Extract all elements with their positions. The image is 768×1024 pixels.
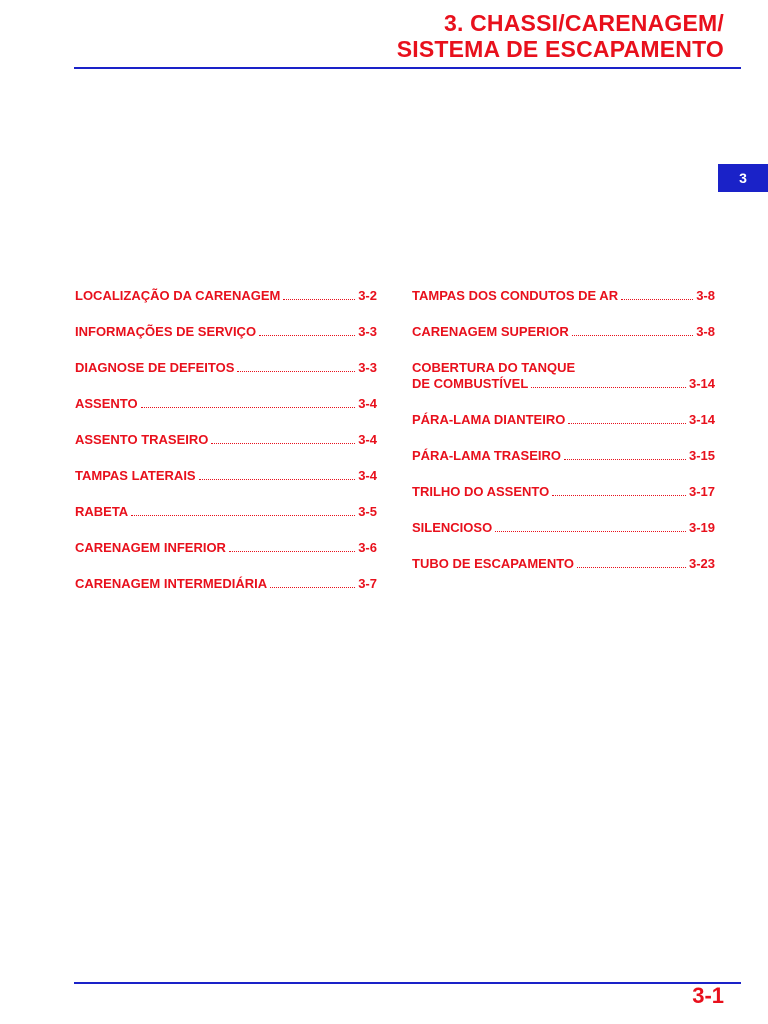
toc-leader bbox=[577, 556, 686, 568]
toc-leader bbox=[259, 324, 355, 336]
toc-label: ASSENTO bbox=[75, 396, 138, 411]
toc-page: 3-3 bbox=[358, 324, 377, 339]
toc-leader bbox=[131, 504, 355, 516]
toc-leader bbox=[229, 540, 355, 552]
toc-item[interactable] bbox=[75, 504, 377, 520]
toc-leader bbox=[237, 360, 355, 372]
toc-label: PÁRA-LAMA DIANTEIRO bbox=[412, 412, 566, 427]
toc-label: CARENAGEM SUPERIOR bbox=[412, 324, 569, 339]
toc-page: 3-6 bbox=[358, 540, 377, 555]
toc-label: SILENCIOSO bbox=[412, 520, 493, 535]
toc-label: TUBO DE ESCAPAMENTO bbox=[412, 556, 575, 571]
toc-leader bbox=[572, 324, 693, 336]
toc-right-column bbox=[412, 288, 715, 592]
toc-item[interactable] bbox=[75, 396, 377, 412]
toc-label: CARENAGEM INFERIOR bbox=[75, 540, 226, 555]
toc-page: 3-23 bbox=[688, 556, 715, 571]
toc-page: 3-5 bbox=[358, 504, 377, 519]
toc-left-column bbox=[75, 288, 377, 612]
toc-page: 3-14 bbox=[688, 376, 715, 391]
toc-label: INFORMAÇÕES DE SERVIÇO bbox=[75, 324, 257, 339]
toc-label: TRILHO DO ASSENTO bbox=[412, 484, 550, 499]
toc-label: ASSENTO TRASEIRO bbox=[75, 432, 209, 447]
toc-page: 3-8 bbox=[696, 288, 715, 303]
toc-leader bbox=[568, 412, 686, 424]
toc-item[interactable] bbox=[412, 360, 715, 392]
toc-item[interactable] bbox=[75, 432, 377, 448]
toc-page: 3-8 bbox=[696, 324, 715, 339]
toc-item[interactable] bbox=[412, 520, 715, 536]
toc-label: TAMPAS DOS CONDUTOS DE AR bbox=[412, 288, 619, 303]
toc-page: 3-4 bbox=[358, 468, 377, 483]
toc-label: TAMPAS LATERAIS bbox=[75, 468, 196, 483]
toc-item[interactable] bbox=[412, 324, 715, 340]
toc-page: 3-14 bbox=[688, 412, 715, 427]
toc-label: RABETA bbox=[75, 504, 129, 519]
toc-leader bbox=[199, 468, 356, 480]
toc-item[interactable] bbox=[75, 468, 377, 484]
toc-leader bbox=[141, 396, 356, 408]
toc-page: 3-3 bbox=[358, 360, 377, 375]
header-rule bbox=[74, 67, 741, 69]
toc-item[interactable] bbox=[412, 556, 715, 572]
chapter-tab[interactable]: 3 bbox=[718, 164, 768, 192]
page-title bbox=[397, 10, 724, 62]
toc-item[interactable] bbox=[75, 576, 377, 592]
toc-item[interactable] bbox=[412, 448, 715, 464]
toc-label: DE COMBUSTÍVEL bbox=[412, 376, 529, 391]
toc-item[interactable] bbox=[412, 412, 715, 428]
page-title-line-1: 3. CHASSI/CARENAGEM/ bbox=[443, 10, 724, 36]
footer-rule bbox=[74, 982, 741, 984]
toc-page: 3-7 bbox=[358, 576, 377, 591]
toc-label: DIAGNOSE DE DEFEITOS bbox=[75, 360, 235, 375]
page-title-line-2: SISTEMA DE ESCAPAMENTO bbox=[396, 36, 724, 62]
toc-page: 3-4 bbox=[358, 396, 377, 411]
page-number: 3-1 bbox=[692, 983, 724, 1008]
toc-page: 3-4 bbox=[358, 432, 377, 447]
toc-leader bbox=[621, 288, 693, 300]
toc-item[interactable] bbox=[412, 484, 715, 500]
toc-item[interactable] bbox=[75, 324, 377, 340]
toc-page: 3-15 bbox=[688, 448, 715, 463]
toc-label-line-1: COBERTURA DO TANQUE bbox=[412, 360, 576, 375]
toc-item[interactable] bbox=[75, 360, 377, 376]
toc-page: 3-19 bbox=[688, 520, 715, 535]
toc-item[interactable] bbox=[75, 288, 377, 304]
toc-label: LOCALIZAÇÃO DA CARENAGEM bbox=[75, 288, 281, 303]
toc-label: CARENAGEM INTERMEDIÁRIA bbox=[75, 576, 268, 591]
toc-item[interactable] bbox=[75, 540, 377, 556]
toc-label: PÁRA-LAMA TRASEIRO bbox=[412, 448, 562, 463]
toc-page: 3-17 bbox=[688, 484, 715, 499]
toc-page: 3-2 bbox=[358, 288, 377, 303]
toc-item[interactable] bbox=[412, 288, 715, 304]
toc-leader bbox=[283, 288, 355, 300]
toc-leader bbox=[564, 448, 686, 460]
toc-leader bbox=[552, 484, 686, 496]
toc-leader bbox=[531, 376, 686, 388]
toc-leader bbox=[270, 576, 355, 588]
toc-leader bbox=[211, 432, 355, 444]
toc-leader bbox=[495, 520, 686, 532]
